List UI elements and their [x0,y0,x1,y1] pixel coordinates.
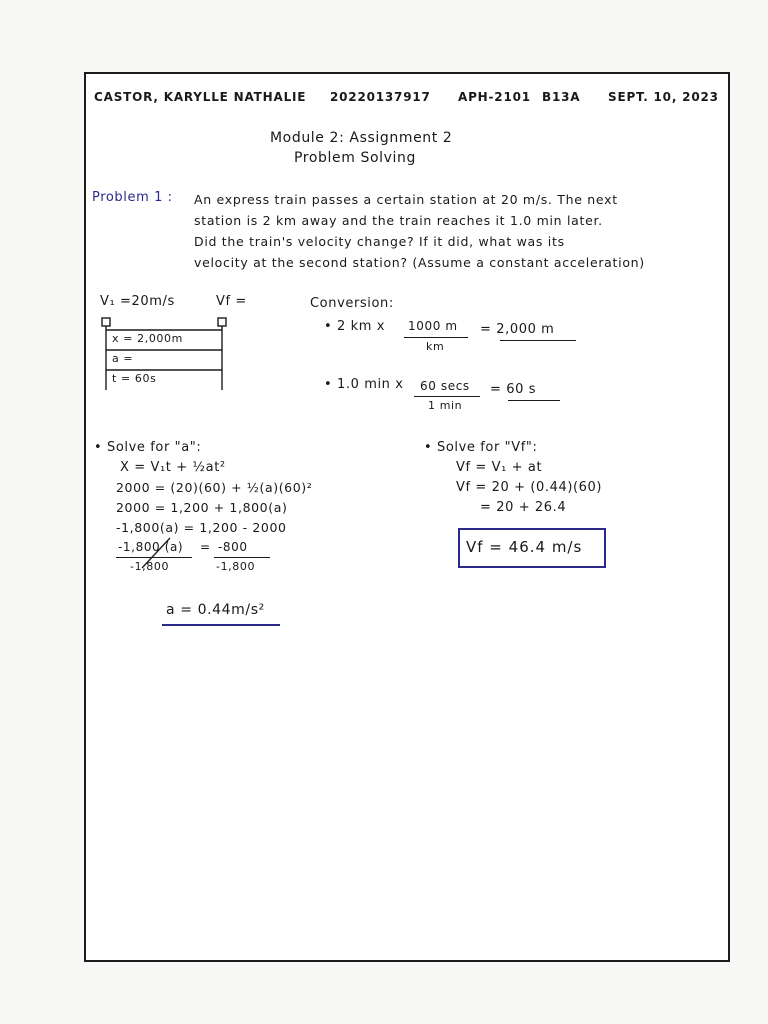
division-right-denominator: -1,800 [216,560,256,573]
module-subtitle: Problem Solving [294,150,416,166]
solve-a-line-3: 2000 = 1,200 + 1,800(a) [116,500,288,515]
final-velocity-result: Vf = 46.4 m/s [466,538,583,556]
solve-vf-line-2: Vf = 20 + (0.44)(60) [456,480,603,495]
section-code: B13A [542,90,581,104]
km-fraction-bar [404,337,468,338]
division-left-denominator: -1,800 [130,560,170,573]
min-conversion-numerator: 60 secs [420,379,470,393]
km-conversion-denominator: km [426,340,445,353]
acceleration-result: a = 0.44m/s² [166,602,265,618]
min-conversion-denominator: 1 min [428,399,463,412]
given-vf: Vf = [216,294,247,309]
student-name: CASTOR, KARYLLE NATHALIE [94,90,307,104]
km-result-underline [500,340,576,341]
module-title: Module 2: Assignment 2 [270,130,453,146]
solve-a-line-1: X = V₁t + ½at² [120,460,226,475]
problem-line-1: An express train passes a certain station at 20 m/s. The next [194,192,618,207]
student-number: 20220137917 [330,90,431,104]
solve-vf-line-3: = 20 + 26.4 [480,500,567,515]
solve-a-line-2: 2000 = (20)(60) + ½(a)(60)² [116,480,313,495]
solve-vf-line-1: Vf = V₁ + at [456,460,543,475]
acceleration-result-underline [162,624,280,626]
solve-a-heading: • Solve for "a": [94,440,202,455]
given-a: a = [112,352,134,365]
division-right-bar [214,557,270,558]
problem-line-4: velocity at the second station? (Assume a constant acceleration) [194,255,645,270]
km-conversion-numerator: 1000 m [408,319,458,333]
problem-line-2: station is 2 km away and the train reaches it 1.0 min later. [194,213,603,228]
given-t: t = 60s [112,372,157,385]
km-conversion-result: = 2,000 m [480,322,555,337]
min-fraction-bar [414,396,480,397]
course-code: APH-2101 [458,90,531,104]
km-conversion-lead: • 2 km x [324,319,386,334]
division-equals: = [200,540,211,554]
division-left-numerator: -1,800 (a) [118,540,184,554]
min-result-underline [508,400,560,401]
min-conversion-lead: • 1.0 min x [324,377,404,392]
min-conversion-result: = 60 s [490,382,537,397]
problem-line-3: Did the train's velocity change? If it did, what was its [194,234,565,249]
solve-vf-heading: • Solve for "Vf": [424,440,538,455]
given-vi: V₁ =20m/s [100,294,175,309]
problem-label: Problem 1 : [92,190,173,205]
assignment-sheet [84,72,730,962]
conversion-heading: Conversion: [310,296,394,311]
date: SEPT. 10, 2023 [608,90,719,104]
division-right-numerator: -800 [218,540,248,554]
solve-a-line-4: -1,800(a) = 1,200 - 2000 [116,520,287,535]
given-x: x = 2,000m [112,332,183,345]
